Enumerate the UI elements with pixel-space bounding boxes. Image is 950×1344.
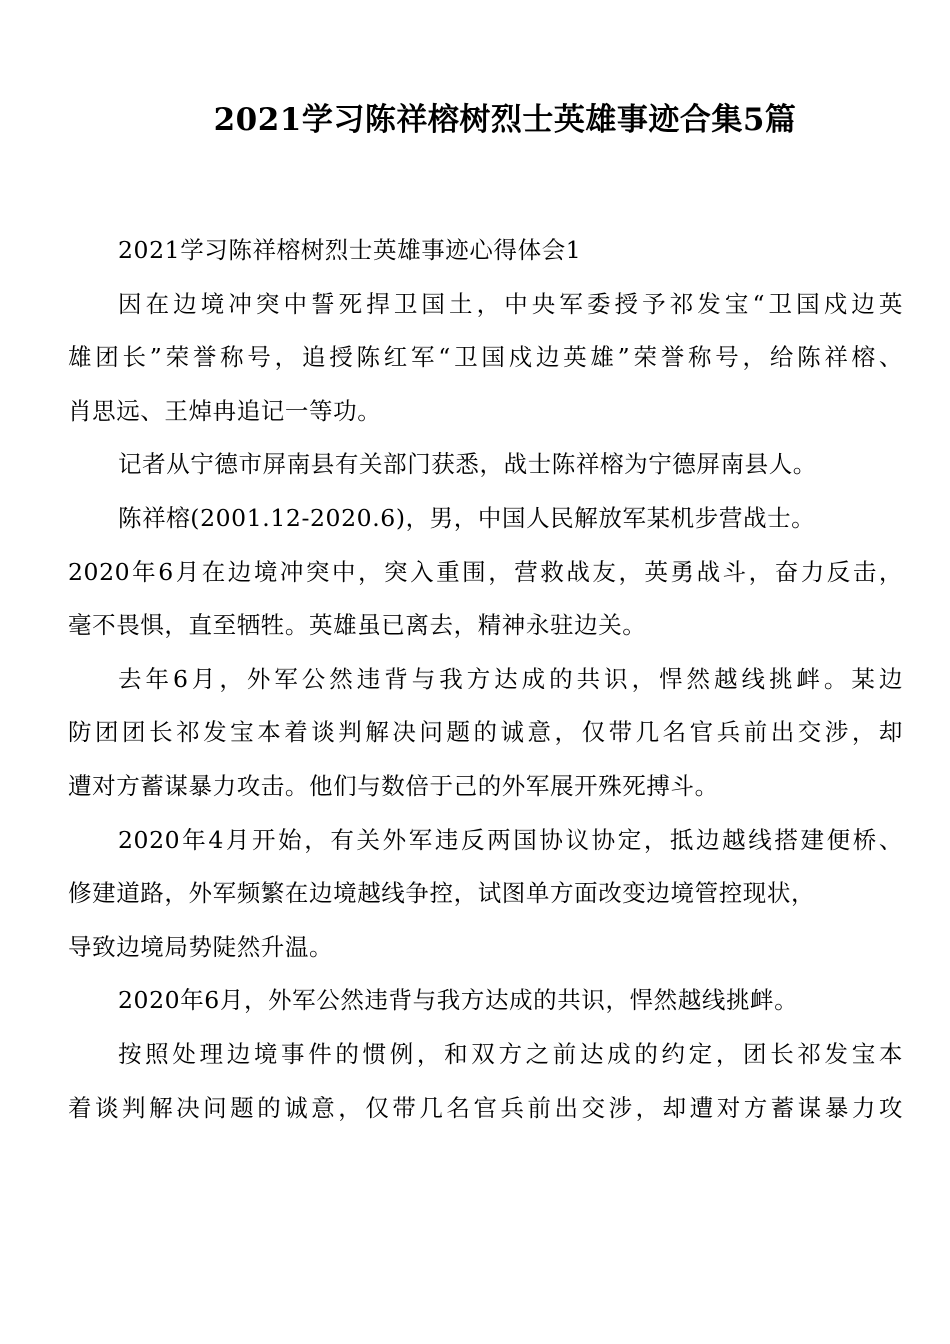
paragraph-line: 遭对方蓄谋暴力攻击。他们与数倍于己的外军展开殊死搏斗。 bbox=[68, 771, 719, 800]
paragraph-line: 雄团长”荣誉称号，追授陈红军“卫国戍边英雄”荣誉称号，给陈祥榕、 bbox=[68, 343, 903, 372]
paragraph-line: 修建道路，外军频繁在边境越线争控，试图单方面改变边境管控现状， bbox=[68, 879, 816, 908]
paragraph-line: 防团团长祁发宝本着谈判解决问题的诚意，仅带几名官兵前出交涉，却 bbox=[68, 718, 903, 747]
document-body bbox=[68, 230, 903, 1141]
paragraph-line: 记者从宁德市屏南县有关部门获悉，战士陈祥榕为宁德屏南县人。 bbox=[118, 450, 817, 479]
paragraph-line: 陈祥榕(2001.12-2020.6)，男，中国人民解放军某机步营战士。 bbox=[118, 503, 816, 532]
paragraph-line: 去年6月，外军公然违背与我方达成的共识，悍然越线挑衅。某边 bbox=[118, 664, 903, 693]
paragraph-line: 导致边境局势陡然升温。 bbox=[68, 932, 334, 961]
paragraph-line: 毫不畏惧，直至牺牲。英雄虽已离去，精神永驻边关。 bbox=[68, 611, 647, 640]
paragraph-line: 2020年6月在边境冲突中，突入重围，营救战友，英勇战斗，奋力反击， bbox=[68, 557, 903, 586]
paragraph-line: 着谈判解决问题的诚意，仅带几名官兵前出交涉，却遭对方蓄谋暴力攻 bbox=[68, 1093, 903, 1122]
document-title: 2021学习陈祥榕树烈士英雄事迹合集5篇 bbox=[213, 102, 797, 138]
paragraph-line: 因在边境冲突中誓死捍卫国土，中央军委授予祁发宝“卫国戍边英 bbox=[118, 289, 903, 318]
section-heading: 2021学习陈祥榕树烈士英雄事迹心得体会1 bbox=[118, 236, 582, 264]
paragraph-line: 肖思远、王焯冉追记一等功。 bbox=[68, 396, 382, 425]
paragraph-line: 2020年4月开始，有关外军违反两国协议协定，抵边越线搭建便桥、 bbox=[118, 825, 903, 854]
paragraph-line: 2020年6月，外军公然违背与我方达成的共识，悍然越线挑衅。 bbox=[118, 986, 799, 1015]
paragraph-line: 按照处理边境事件的惯例，和双方之前达成的约定，团长祁发宝本 bbox=[118, 1039, 903, 1068]
